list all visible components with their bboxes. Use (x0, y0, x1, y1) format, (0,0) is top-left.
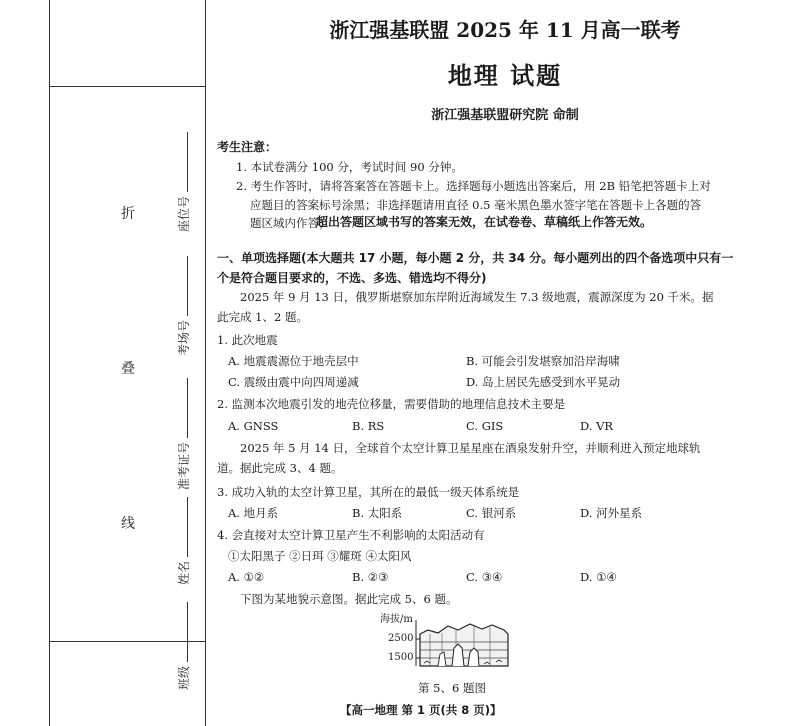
admission-number-blank[interactable] (177, 378, 188, 438)
q3-option-d[interactable]: D. 河外星系 (580, 506, 643, 520)
q2-option-c[interactable]: C. GIS (466, 419, 504, 433)
q3-option-b[interactable]: B. 太阳系 (352, 506, 403, 520)
class-blank[interactable] (177, 602, 188, 662)
q3-stem: 3. 成功入轨的太空计算卫星，其所在的最低一级天体系统是 (217, 485, 520, 499)
notice-heading: 考生注意： (217, 140, 278, 154)
notice-emphasis: 超出答题区域书写的答案无效，在试卷卷、草稿纸上作答无效。 (316, 215, 653, 229)
landform-sketch (378, 608, 528, 678)
section-heading-line1: 一、单项选择题(本大题共 17 小题，每小题 2 分，共 34 分。每小题列出的四个备选项中只有一 (217, 251, 734, 265)
exam-title: 浙江强基联盟 2025 年 11 月高一联考 (329, 18, 681, 42)
q2-option-b[interactable]: B. RS (352, 419, 385, 433)
landform-figure (378, 608, 528, 678)
name-blank[interactable] (177, 497, 188, 557)
q3-option-c[interactable]: C. 银河系 (466, 506, 517, 520)
seat-number-label: 座位号 (177, 195, 191, 232)
passage-2-line2: 道。据此完成 3、4 题。 (217, 461, 343, 475)
admission-number-field[interactable] (175, 378, 192, 490)
q4-option-d[interactable]: D. ①④ (580, 570, 617, 584)
passage-2-line1: 2025 年 5 月 14 日，全球首个太空计算卫星星座在酒泉发射升空，并顺利进入预定地球轨 (240, 441, 701, 455)
q4-stem: 4. 会直接对太空计算卫星产生不利影响的太阳活动有 (217, 528, 485, 542)
exam-room-blank[interactable] (177, 256, 188, 316)
binding-top-line (49, 86, 205, 87)
q4-option-a[interactable]: A. ①② (228, 570, 265, 584)
name-field[interactable] (175, 497, 192, 585)
notice-item-2: 2. 考生作答时，请将答案答在答题卡上。选择题每小题选出答案后，用 2B 铅笔把答题卡上对 (236, 179, 711, 193)
fold-char-2: 叠 (121, 361, 135, 377)
seat-number-blank[interactable] (177, 132, 188, 192)
exam-room-field[interactable] (175, 256, 192, 356)
passage-1-line2: 此完成 1、2 题。 (217, 310, 308, 324)
figure-tick-low: 1500 (388, 652, 414, 663)
q2-option-a[interactable]: A. GNSS (228, 419, 279, 433)
seat-number-field[interactable] (175, 132, 192, 232)
page-footer: 【高一地理 第 1 页(共 8 页)】 (340, 703, 502, 717)
q1-option-c[interactable]: C. 震级由震中向四周递减 (228, 375, 359, 389)
admission-number-label: 准考证号 (177, 441, 191, 490)
notice-item-2-end: 题区域内作答， (250, 216, 331, 230)
passage-1-line1: 2025 年 9 月 13 日，俄罗斯堪察加东岸附近海域发生 7.3 级地震，震源深度为 20 千米。据 (240, 290, 714, 304)
q1-option-b[interactable]: B. 可能会引发堪察加沿岸海啸 (466, 354, 620, 368)
figure-tick-high: 2500 (388, 633, 414, 644)
subject-title: 地理 试题 (447, 61, 563, 90)
figure-caption: 第 5、6 题图 (418, 681, 486, 695)
fold-char-3: 线 (121, 516, 135, 532)
q4-items: ①太阳黑子 ②日珥 ③耀斑 ④太阳风 (228, 549, 412, 563)
name-label: 姓名 (177, 560, 191, 585)
q4-option-b[interactable]: B. ②③ (352, 570, 389, 584)
class-field[interactable] (175, 602, 192, 690)
q2-stem: 2. 监测本次地震引发的地壳位移量，需要借助的地理信息技术主要是 (217, 397, 566, 411)
exam-room-label: 考场号 (177, 319, 191, 356)
section-heading-line2: 个是符合题目要求的，不选、多选、错选均不得分) (217, 271, 487, 285)
q2-option-d[interactable]: D. VR (580, 419, 614, 433)
binding-outer-line (49, 0, 50, 726)
q1-option-d[interactable]: D. 岛上居民先感受到水平晃动 (466, 375, 621, 389)
figure-ylabel: 海拔/m (380, 614, 413, 625)
q1-option-a[interactable]: A. 地震震源位于地壳层中 (228, 354, 359, 368)
q4-option-c[interactable]: C. ③④ (466, 570, 503, 584)
q3-option-a[interactable]: A. 地月系 (228, 506, 279, 520)
fold-char-1: 折 (121, 206, 135, 222)
notice-item-2-cont: 应题目的答案标号涂黑；非选择题请用直径 0.5 毫米黑色墨水签字笔在答题卡上各题的答 (250, 198, 702, 212)
binding-inner-line (205, 0, 206, 726)
author-line: 浙江强基联盟研究院 命制 (431, 108, 579, 123)
notice-item-1: 1. 本试卷满分 100 分，考试时间 90 分钟。 (236, 160, 463, 174)
q1-stem: 1. 此次地震 (217, 333, 278, 347)
passage-3: 下图为某地貌示意图。据此完成 5、6 题。 (240, 592, 458, 606)
class-label: 班级 (177, 665, 191, 690)
